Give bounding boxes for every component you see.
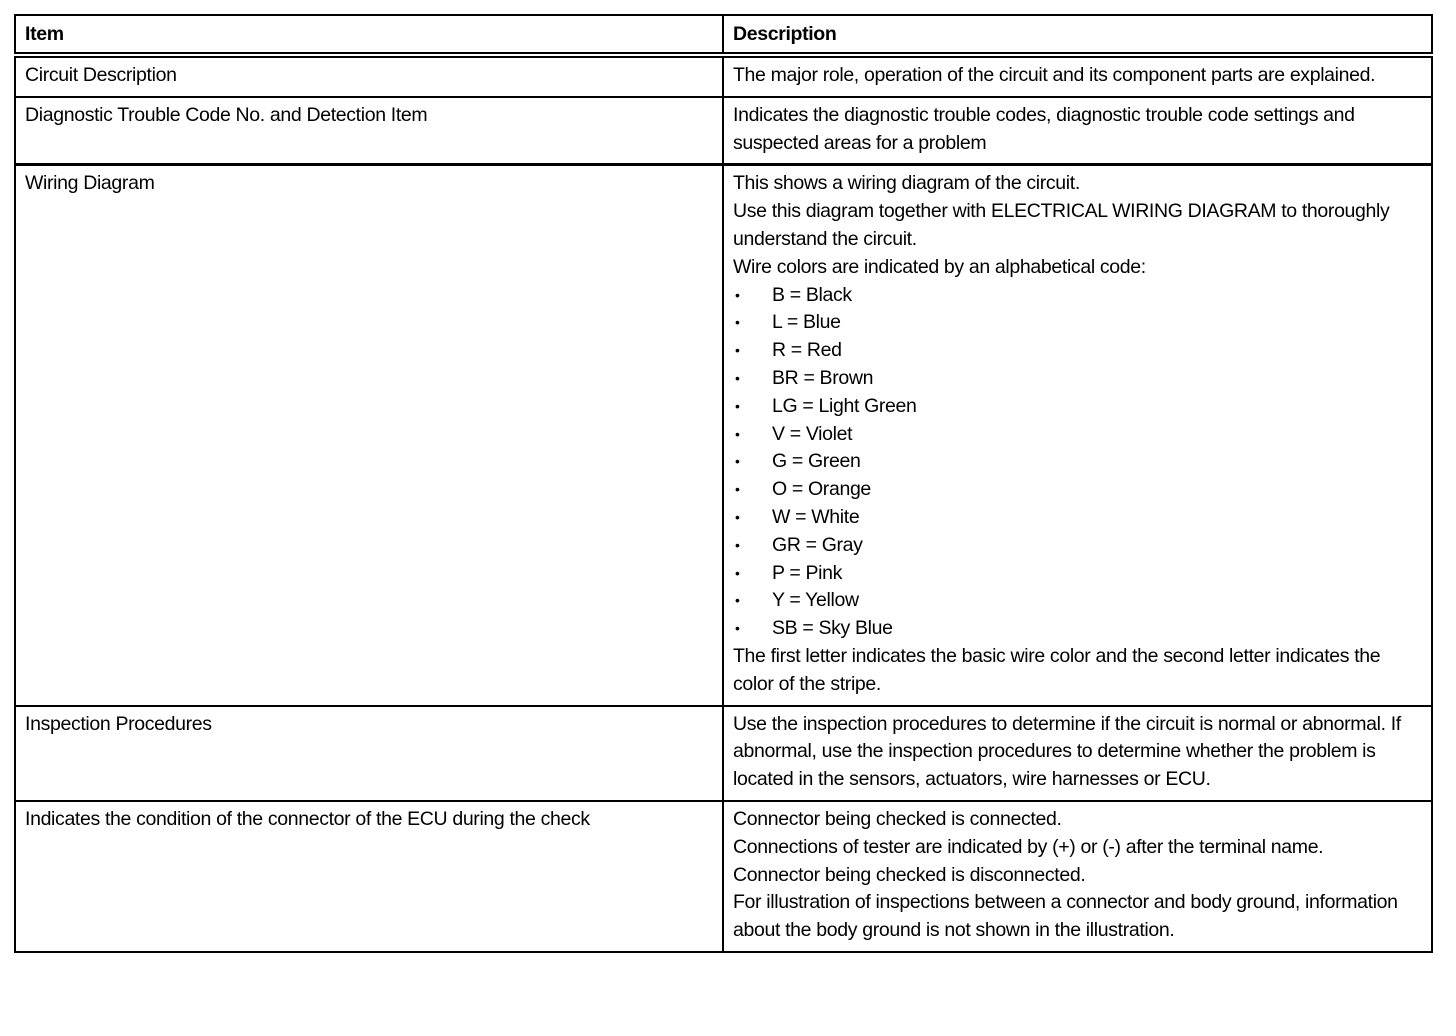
list-item bbox=[733, 282, 1422, 310]
description-text: The major role, operation of the circuit and its component parts are explained. bbox=[733, 64, 1376, 86]
list-item bbox=[733, 504, 1422, 532]
description-cell bbox=[723, 55, 1432, 97]
item-cell: Wiring Diagram bbox=[15, 165, 723, 706]
list-item bbox=[733, 476, 1422, 504]
wire-color-code: L = Blue bbox=[772, 311, 841, 334]
bullet-icon: • bbox=[735, 481, 740, 498]
table-row-connector-condition bbox=[15, 801, 1432, 952]
bullet-icon: • bbox=[735, 369, 740, 386]
wire-color-code: W = White bbox=[772, 505, 860, 528]
description-cell bbox=[723, 706, 1432, 801]
wire-color-code: R = Red bbox=[772, 339, 842, 362]
bullet-icon: • bbox=[735, 508, 740, 525]
wire-color-code: P = Pink bbox=[772, 561, 843, 584]
description-cell bbox=[723, 801, 1432, 952]
table-row-dtc-detection-item bbox=[15, 97, 1432, 165]
wire-color-code: O = Orange bbox=[772, 478, 871, 501]
description-text: Connections of tester are indicated by (+) or (-) after the terminal name. bbox=[733, 835, 1324, 858]
list-item bbox=[733, 615, 1422, 643]
list-item bbox=[733, 560, 1422, 588]
bullet-icon: • bbox=[735, 314, 740, 331]
item-cell: Inspection Procedures bbox=[15, 706, 723, 801]
item-description-table bbox=[14, 14, 1433, 953]
bullet-icon: • bbox=[735, 453, 740, 470]
list-item bbox=[733, 421, 1422, 449]
item-cell: Circuit Description bbox=[15, 55, 723, 97]
wire-color-code: V = Violet bbox=[772, 422, 853, 445]
description-text: Connector being checked is disconnected. bbox=[733, 863, 1086, 886]
table-row-wiring-diagram bbox=[15, 165, 1432, 706]
description-text: Use the inspection procedures to determine if the circuit is normal or abnormal. If abnormal, use the inspection procedures to determine whether the problem is located in the sensors, actuators, wire harnesses or ECU. bbox=[733, 712, 1401, 791]
bullet-icon: • bbox=[735, 342, 740, 359]
description-text: Use this diagram together with ELECTRICAL WIRING DIAGRAM to thoroughly understand the circuit. bbox=[733, 200, 1390, 250]
column-header-description: Description bbox=[723, 15, 1432, 55]
wire-color-code-list bbox=[733, 282, 1422, 643]
wire-color-code: Y = Yellow bbox=[772, 589, 859, 612]
description-cell bbox=[723, 97, 1432, 165]
bullet-icon: • bbox=[735, 536, 740, 553]
description-text: Wire colors are indicated by an alphabetical code: bbox=[733, 255, 1146, 278]
description-text: Indicates the diagnostic trouble codes, diagnostic trouble code settings and suspected areas for a problem bbox=[733, 103, 1355, 154]
table-row-circuit-description bbox=[15, 55, 1432, 97]
wire-color-code: B = Black bbox=[772, 283, 852, 306]
wire-color-code: GR = Gray bbox=[772, 533, 863, 556]
table-row-inspection-procedures bbox=[15, 706, 1432, 801]
wire-color-code: G = Green bbox=[772, 450, 861, 473]
description-text: This shows a wiring diagram of the circuit. bbox=[733, 172, 1080, 195]
list-item bbox=[733, 587, 1422, 615]
description-text: For illustration of inspections between a connector and body ground, information about the body ground is not shown in the illustration. bbox=[733, 891, 1398, 942]
bullet-icon: • bbox=[735, 564, 740, 581]
bullet-icon: • bbox=[735, 286, 740, 303]
bullet-icon: • bbox=[735, 397, 740, 414]
list-item bbox=[733, 309, 1422, 337]
column-header-item: Item bbox=[15, 15, 723, 55]
list-item bbox=[733, 532, 1422, 560]
list-item bbox=[733, 337, 1422, 365]
wire-color-code: BR = Brown bbox=[772, 366, 874, 389]
description-text: Connector being checked is connected. bbox=[733, 807, 1062, 830]
table-header-row bbox=[15, 15, 1432, 55]
list-item bbox=[733, 365, 1422, 393]
description-cell bbox=[723, 165, 1432, 706]
item-cell: Diagnostic Trouble Code No. and Detection Item bbox=[15, 97, 723, 165]
bullet-icon: • bbox=[735, 592, 740, 609]
description-text: The first letter indicates the basic wire color and the second letter indicates the color of the stripe. bbox=[733, 644, 1381, 695]
wire-color-code: LG = Light Green bbox=[772, 394, 917, 417]
bullet-icon: • bbox=[735, 620, 740, 637]
bullet-icon: • bbox=[735, 425, 740, 442]
wire-color-code: SB = Sky Blue bbox=[772, 617, 893, 640]
item-cell: Indicates the condition of the connector of the ECU during the check bbox=[15, 801, 723, 952]
list-item bbox=[733, 393, 1422, 421]
list-item bbox=[733, 448, 1422, 476]
